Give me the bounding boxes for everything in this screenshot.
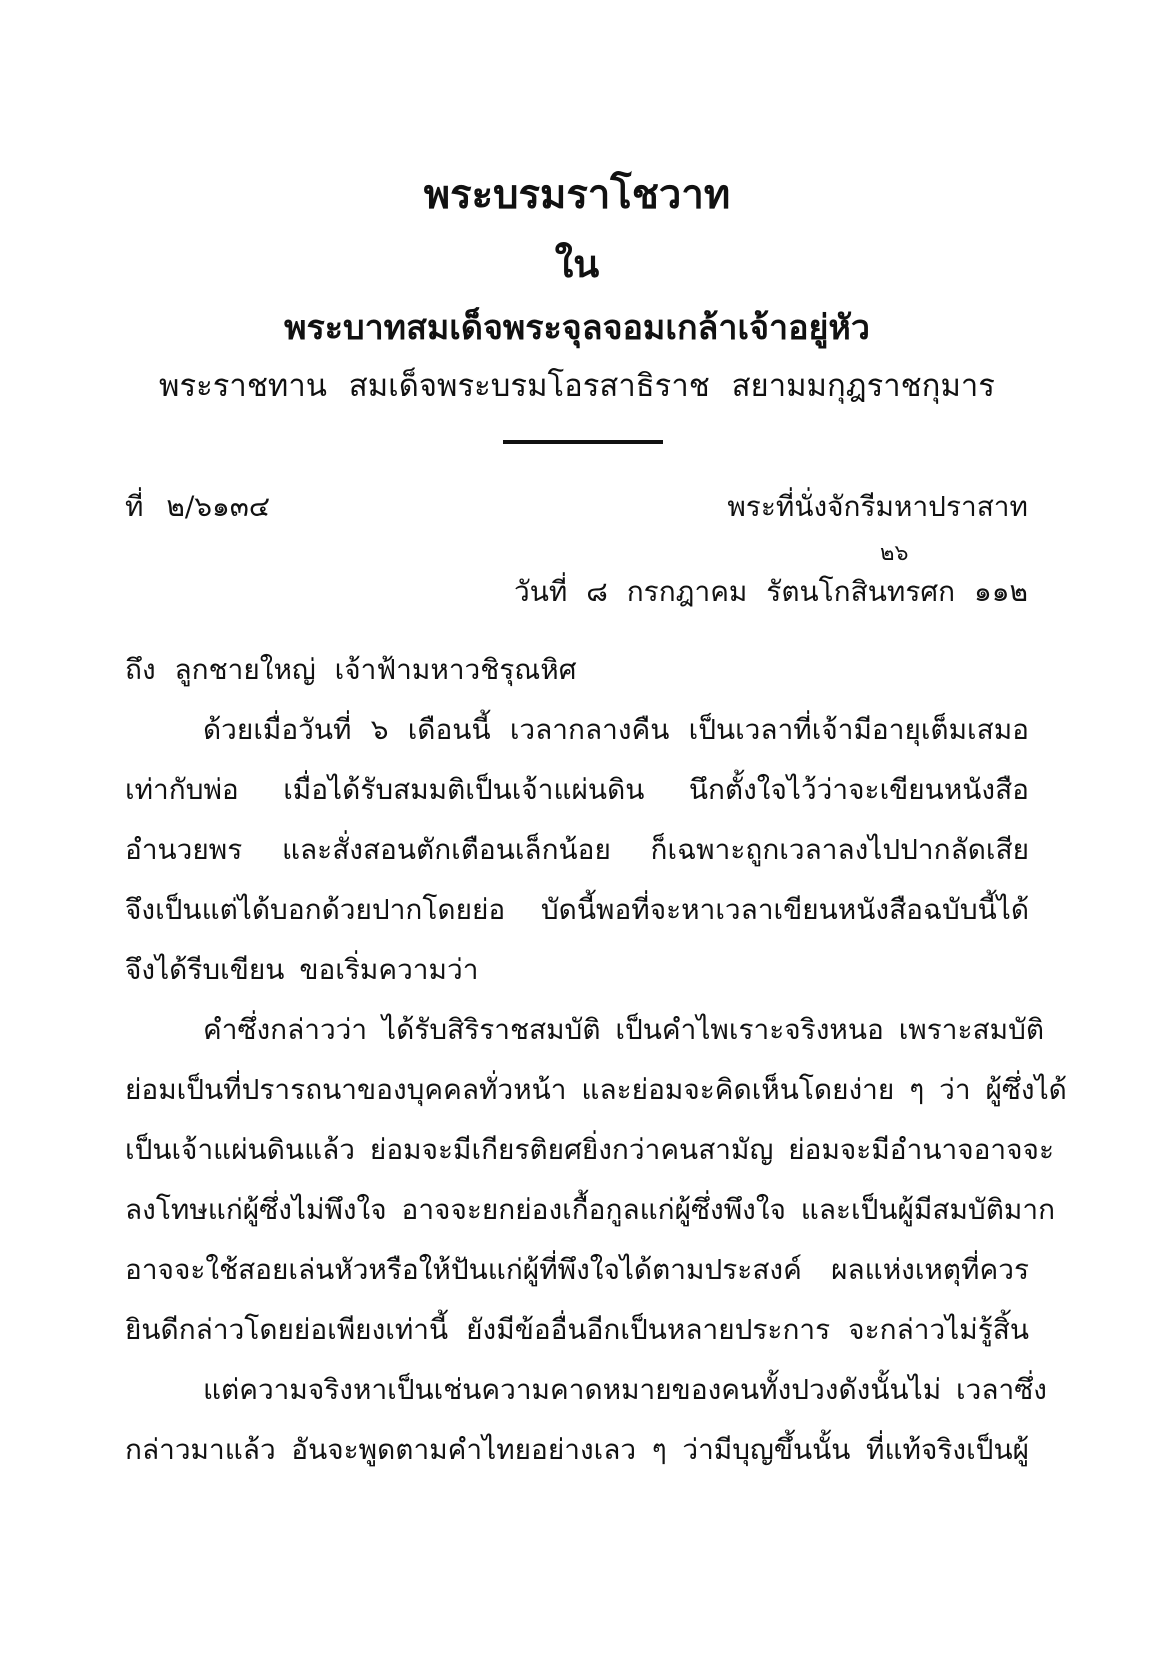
date-correction: ๒๖ [880, 541, 909, 566]
body-line: อำนวยพร และสั่งสอนตักเตือนเล็กน้อย ก็เฉพาะถูกเวลาลงไปปากลัดเสีย [125, 833, 1029, 866]
body-line: อาจจะใช้สอยเล่นหัวหรือให้ปันแก่ผู้ที่พึงใจได้ตามประสงค์ ผลแห่งเหตุที่ควร [125, 1253, 1029, 1286]
body-line: ยินดีกล่าวโดยย่อเพียงเท่านี้ ยังมีข้ออื่นอีกเป็นหลายประการ จะกล่าวไม่รู้สิ้น [125, 1313, 1029, 1346]
body-line: คำซึ่งกล่าวว่า ได้รับสิริราชสมบัติ เป็นคำไพเราะจริงหนอ เพราะสมบัติ [203, 1013, 1045, 1046]
body-line: ด้วยเมื่อวันที่ ๖ เดือนนี้ เวลากลางคืน เป็นเวลาที่เจ้ามีอายุเต็มเสมอ [203, 713, 1029, 746]
bestowed-to-line: พระราชทาน สมเด็จพระบรมโอรสาธิราช สยามมกุฎราชกุมาร [159, 368, 995, 404]
body-line: เท่ากับพ่อ เมื่อได้รับสมมติเป็นเจ้าแผ่นดิน นึกตั้งใจไว้ว่าจะเขียนหนังสือ [125, 773, 1029, 806]
document-title: พระบรมราโชวาท [423, 171, 731, 218]
letter-place: พระที่นั่งจักรีมหาปราสาท [727, 490, 1028, 523]
date-text: วันที่ ๘ กรกฎาคม รัตนโกสินทรศก ๑๑๒ [514, 575, 1028, 608]
body-line: ลงโทษแก่ผู้ซึ่งไม่พึงใจ อาจจะยกย่องเกื้อกูลแก่ผู้ซึ่งพึงใจ และเป็นผู้มีสมบัติมาก [125, 1193, 1056, 1226]
letter-date [514, 570, 1028, 614]
body-line: แต่ความจริงหาเป็นเช่นความคาดหมายของคนทั้งปวงดังนั้นไม่ เวลาซึ่ง [203, 1373, 1047, 1406]
body-line: กล่าวมาแล้ว อันจะพูดตามคำไทยอย่างเลว ๆ ว่ามีบุญขึ้นนั้น ที่แท้จริงเป็นผู้ [125, 1433, 1029, 1466]
addressee-line: ถึง ลูกชายใหญ่ เจ้าฟ้ามหาวชิรุณหิศ [125, 653, 577, 686]
body-line: เป็นเจ้าแผ่นดินแล้ว ย่อมจะมีเกียรติยศยิ่งกว่าคนสามัญ ย่อมจะมีอำนาจอาจจะ [125, 1133, 1054, 1166]
king-name: พระบาทสมเด็จพระจุลจอมเกล้าเจ้าอยู่หัว [284, 308, 870, 348]
title-connector: ใน [554, 241, 600, 286]
body-line: ย่อมเป็นที่ปรารถนาของบุคคลทั่วหน้า และย่อมจะคิดเห็นโดยง่าย ๆ ว่า ผู้ซึ่งได้ [125, 1073, 1067, 1106]
reference-number: ที่ ๒/๖๑๓๔ [125, 490, 271, 523]
body-line: จึงได้รีบเขียน ขอเริ่มความว่า [125, 953, 479, 986]
body-line: จึงเป็นแต่ได้บอกด้วยปากโดยย่อ บัดนี้พอที่จะหาเวลาเขียนหนังสือฉบับนี้ได้ [125, 893, 1029, 926]
title-divider [503, 440, 663, 444]
